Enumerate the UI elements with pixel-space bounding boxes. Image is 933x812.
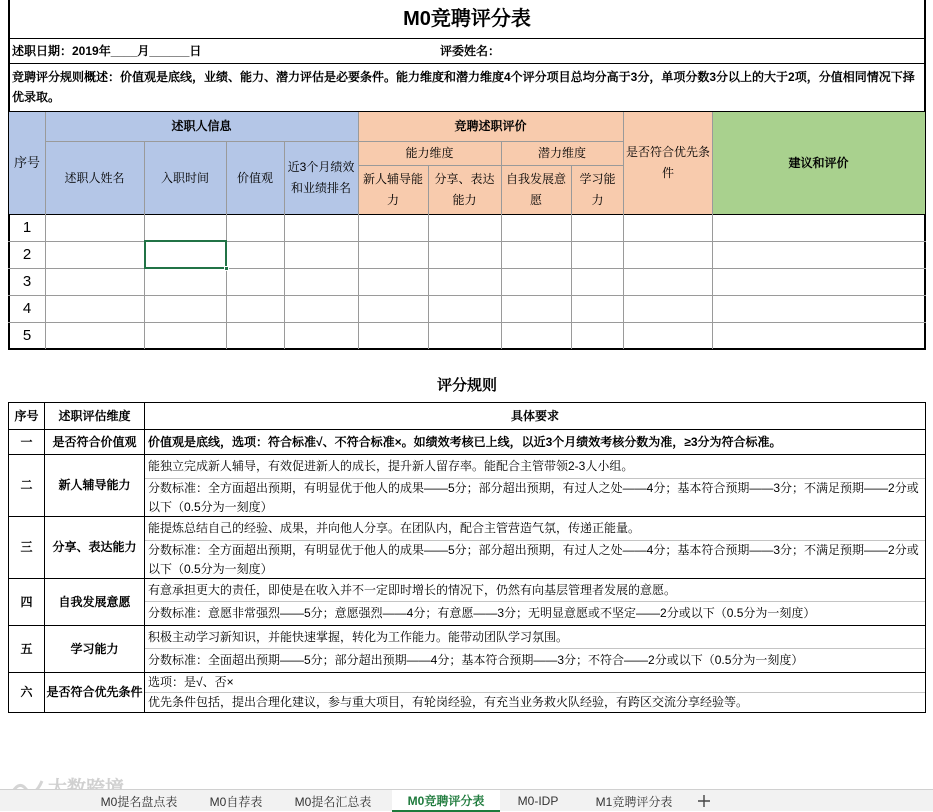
tab-m0-nomination-inventory[interactable]: M0提名盘点表 xyxy=(100,794,178,809)
rule-seq: 五 xyxy=(20,641,33,656)
form-title: M0竞聘评分表 xyxy=(403,7,531,30)
rule-score-standard: 分数标准：意愿非常强烈——5分；意愿强烈——4分；有意愿——3分；无明显意愿或不坚定——2分或以下（0.5分为一刻度） xyxy=(148,606,816,621)
rule-requirement: 价值观是底线，选项：符合标准√、不符合标准×。如绩效考核已上线，以近3个月绩效考核分数为准，≥3分为符合标准。 xyxy=(148,434,782,449)
rules-header-req: 具体要求 xyxy=(510,408,559,423)
rule-score-standard: 分数标准：全方面超出预期，有明显优于他人的成果——5分；部分超出预期，有过人之处——4分；基本符合预期——3分；不满足预期——2分或以下（0.5分为一刻度） xyxy=(148,481,919,515)
row-number: 2 xyxy=(22,246,32,264)
rule-dimension: 是否符合优先条件 xyxy=(46,684,143,699)
rule-dimension: 学习能力 xyxy=(70,641,119,656)
tab-m0-nomination-summary[interactable]: M0提名汇总表 xyxy=(294,794,372,809)
rule-dimension: 自我发展意愿 xyxy=(58,594,131,609)
col-mentor-header: 新人辅导能力 xyxy=(362,172,423,207)
dim-potential-header: 潜力维度 xyxy=(537,146,586,161)
rules-summary: 竞聘评分规则概述：价值观是底线，业绩、能力、潜力评估是必要条件。能力维度和潜力维度4个评分项目总均分高于3分，单项分数3分以上的大于2项，分值相同情况下择优录取。 xyxy=(12,69,915,104)
group-eval-header: 竞聘述职评价 xyxy=(454,119,527,134)
rule-seq: 三 xyxy=(20,540,33,555)
rules-header-seq: 序号 xyxy=(14,408,39,423)
plus-icon xyxy=(698,795,710,807)
col-name-header: 述职人姓名 xyxy=(64,170,125,185)
selected-cell[interactable] xyxy=(144,240,227,269)
rule-seq: 六 xyxy=(20,685,33,700)
rule-requirement-line: 选项：是√、否× xyxy=(148,675,234,690)
rule-score-standard: 分数标准：全面超出预期——5分；部分超出预期——4分；基本符合预期——3分；不符合——2分或以下（0.5分为一刻度） xyxy=(148,653,804,668)
rule-dimension: 是否符合价值观 xyxy=(52,434,137,449)
col-values-header: 价值观 xyxy=(236,170,273,185)
rule-requirement-line: 有意承担更大的责任，即使是在收入并不一定即时增长的情况下，仍然有向基层管理者发展的意愿。 xyxy=(148,582,677,597)
rule-requirement-line: 积极主动学习新知识，并能快速掌握，转化为工作能力。能带动团队学习氛围。 xyxy=(148,629,569,644)
rule-score-standard: 分数标准：全方面超出预期，有明显优于他人的成果——5分；部分超出预期，有过人之处——4分；基本符合预期——3分；不满足预期——2分或以下（0.5分为一刻度） xyxy=(148,543,919,577)
row-number: 3 xyxy=(22,273,32,291)
rule-requirement-line: 能提炼总结自己的经验、成果，并向他人分享。在团队内，配合主管营造气氛，传递正能量。 xyxy=(148,521,641,536)
group-info-header: 述职人信息 xyxy=(171,119,232,134)
rule-dimension: 分享、表达能力 xyxy=(52,540,137,555)
judge-label: 评委姓名： xyxy=(440,43,501,58)
rule-requirement-line: 能独立完成新人辅导，有效促进新人的成长，提升新人留存率。能配合主管带领2-3人小组。 xyxy=(148,459,634,474)
fill-handle[interactable] xyxy=(224,266,229,271)
col-perf-header: 近3个月绩效和业绩排名 xyxy=(287,160,355,195)
rule-seq: 四 xyxy=(20,594,33,609)
row-number: 5 xyxy=(22,327,32,345)
row-number: 1 xyxy=(22,219,32,237)
col-advice-header: 建议和评价 xyxy=(788,155,849,170)
add-sheet-button[interactable] xyxy=(692,790,716,812)
col-learn-header: 学习能力 xyxy=(579,172,616,207)
col-seq-header: 序号 xyxy=(13,154,40,170)
rules-title: 评分规则 xyxy=(436,377,497,395)
row-number: 4 xyxy=(22,300,32,318)
rule-dimension: 新人辅导能力 xyxy=(58,478,131,493)
dim-ability-header: 能力维度 xyxy=(405,146,454,161)
date-label: 述职日期：2019年____月______日 xyxy=(12,43,202,58)
rules-header-dim: 述职评估维度 xyxy=(58,408,131,423)
col-share-header: 分享、表达能力 xyxy=(434,172,495,207)
tab-m0-competition-score[interactable]: M0竞聘评分表 xyxy=(392,790,500,812)
rule-requirement-line: 优先条件包括，提出合理化建议，参与重大项目，有轮岗经验，有充当业务救火队经验，有跨区交流分享经验等。 xyxy=(148,695,749,710)
col-priority-header: 是否符合优先条件 xyxy=(626,145,711,180)
rule-seq: 二 xyxy=(20,478,33,493)
col-join-header: 入职时间 xyxy=(160,170,209,185)
tab-m0-idp[interactable]: M0-IDP xyxy=(517,794,559,808)
tab-m0-self-recommend[interactable]: M0自荐表 xyxy=(209,794,263,809)
tab-m1-competition-score[interactable]: M1竞聘评分表 xyxy=(595,794,673,809)
rule-seq: 一 xyxy=(20,434,33,449)
col-growth-header: 自我发展意愿 xyxy=(505,172,566,207)
